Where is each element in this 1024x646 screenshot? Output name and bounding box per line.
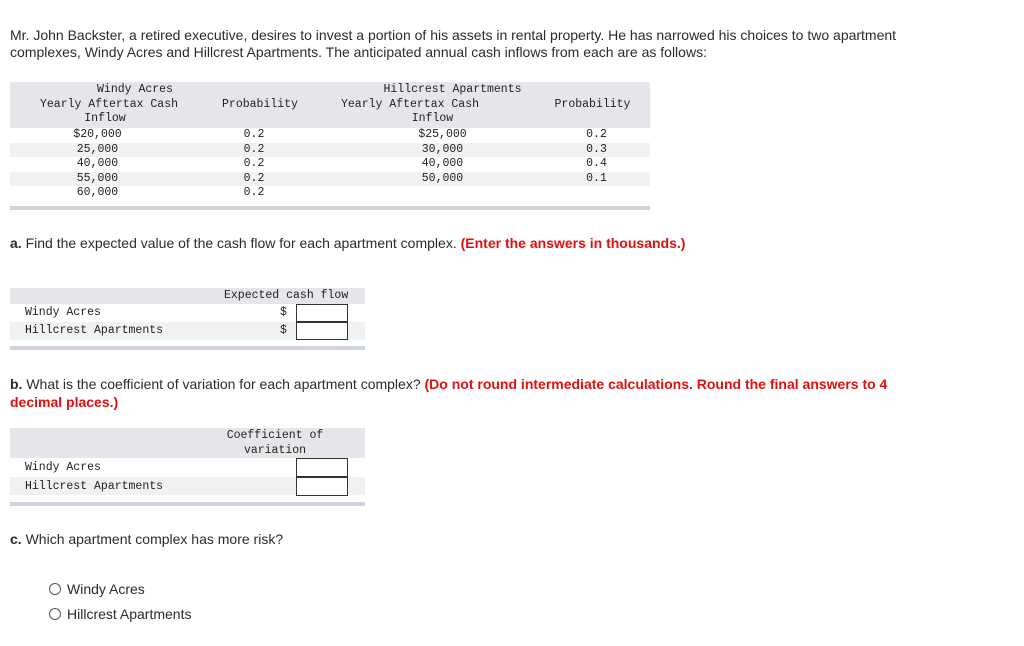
table-row bbox=[10, 128, 650, 143]
windy-inflow-cell: 25,000 bbox=[76, 142, 119, 156]
problem-intro: Mr. John Backster, a retired executive, desires to invest a portion of his assets in rental property. He has narrowed his choices to two apartment complexes, Windy Acres and Hillcrest Apartments. The anticipated annual cash inflows from each are as follows: bbox=[10, 27, 897, 60]
question-b-prefix: b. bbox=[10, 376, 23, 392]
windy-inflow-cell: 55,000 bbox=[76, 171, 119, 185]
windy-probability-cell: 0.2 bbox=[243, 128, 265, 141]
table-row bbox=[10, 172, 650, 187]
header-windy-probability bbox=[205, 82, 315, 128]
row-label: Windy Acres bbox=[25, 306, 101, 319]
row-label: Hillcrest Apartments bbox=[25, 480, 164, 493]
header-text: Probability bbox=[222, 97, 298, 111]
header-text: Yearly Aftertax Cash bbox=[39, 97, 179, 111]
radio-button-icon[interactable] bbox=[49, 583, 61, 595]
header-hillcrest-inflow bbox=[315, 82, 535, 128]
answer-b-row-hillcrest bbox=[10, 477, 365, 495]
hillcrest-inflow-cell: $25,000 bbox=[418, 128, 467, 141]
windy-inflow-cell: $20,000 bbox=[73, 128, 122, 141]
question-b-note: (Do not round intermediate calculations. Round the final answers to 4 decimal places.) bbox=[10, 376, 888, 410]
question-a bbox=[10, 234, 685, 252]
coefficient-windy-input[interactable] bbox=[296, 458, 348, 477]
radio-label[interactable]: Hillcrest Apartments bbox=[67, 606, 192, 622]
coefficient-of-variation-header bbox=[215, 429, 335, 458]
hillcrest-probability-cell: 0.1 bbox=[586, 171, 607, 185]
windy-inflow-cell: 60,000 bbox=[76, 186, 119, 199]
radio-option-windy-acres[interactable] bbox=[49, 581, 145, 597]
answer-b-bottom-divider bbox=[10, 502, 365, 506]
hillcrest-inflow-cell: 30,000 bbox=[421, 142, 464, 156]
windy-inflow-cell: 40,000 bbox=[76, 157, 119, 170]
question-a-text: Find the expected value of the cash flow for each apartment complex. bbox=[21, 235, 461, 251]
question-c bbox=[10, 530, 283, 548]
header-text: Inflow bbox=[411, 112, 454, 126]
header-text: Hillcrest Apartments bbox=[383, 83, 522, 97]
windy-probability-cell: 0.2 bbox=[243, 171, 265, 185]
windy-probability-cell: 0.2 bbox=[243, 157, 265, 170]
question-c-text: Which apartment complex has more risk? bbox=[21, 531, 284, 547]
header-text: Yearly Aftertax Cash bbox=[340, 97, 480, 111]
expected-cash-flow-header: Expected cash flow bbox=[224, 289, 349, 302]
cash-inflow-table bbox=[10, 82, 650, 201]
windy-probability-cell: 0.2 bbox=[243, 186, 265, 199]
expected-cash-flow-windy-input[interactable] bbox=[296, 304, 348, 322]
coefficient-hillcrest-input[interactable] bbox=[296, 477, 348, 496]
header-text: Probability bbox=[554, 97, 631, 111]
question-b-text: What is the coefficient of variation for each apartment complex? bbox=[22, 376, 425, 392]
answer-a-bottom-divider bbox=[10, 346, 365, 350]
table-header-row bbox=[10, 82, 650, 128]
hillcrest-inflow-cell bbox=[315, 186, 535, 201]
answer-a-row-hillcrest bbox=[10, 322, 365, 340]
header-text: Inflow bbox=[84, 112, 126, 126]
answer-a-header bbox=[10, 288, 365, 304]
hillcrest-inflow-cell: 50,000 bbox=[421, 171, 464, 185]
header-text: variation bbox=[243, 443, 307, 457]
header-text: Coefficient of bbox=[226, 429, 324, 442]
header-text: Windy Acres bbox=[97, 83, 173, 97]
dollar-sign: $ bbox=[280, 306, 287, 319]
row-label: Hillcrest Apartments bbox=[25, 324, 164, 337]
hillcrest-inflow-cell: 40,000 bbox=[421, 157, 464, 170]
windy-probability-cell: 0.2 bbox=[243, 142, 265, 156]
header-hillcrest-probability bbox=[535, 82, 650, 128]
question-c-prefix: c. bbox=[10, 531, 22, 547]
question-a-prefix: a. bbox=[10, 235, 22, 251]
answer-b-row-windy bbox=[10, 458, 365, 476]
hillcrest-probability-cell bbox=[535, 186, 650, 201]
dollar-sign: $ bbox=[280, 324, 287, 337]
table-row bbox=[10, 186, 650, 201]
expected-cash-flow-hillcrest-input[interactable] bbox=[296, 322, 348, 340]
header-windy-inflow bbox=[10, 82, 205, 128]
answer-a-row-windy bbox=[10, 304, 365, 322]
table-bottom-divider bbox=[10, 206, 650, 210]
table-row bbox=[10, 143, 650, 158]
question-a-note: (Enter the answers in thousands.) bbox=[460, 235, 686, 251]
radio-button-icon[interactable] bbox=[49, 608, 61, 620]
row-label: Windy Acres bbox=[25, 461, 101, 474]
hillcrest-probability-cell: 0.4 bbox=[586, 157, 607, 170]
hillcrest-probability-cell: 0.3 bbox=[586, 142, 607, 156]
radio-label[interactable]: Windy Acres bbox=[67, 581, 145, 597]
question-b bbox=[10, 375, 940, 411]
radio-option-hillcrest-apartments[interactable] bbox=[49, 606, 191, 622]
answer-b-header bbox=[10, 428, 365, 458]
table-row bbox=[10, 157, 650, 172]
hillcrest-probability-cell: 0.2 bbox=[586, 128, 607, 141]
